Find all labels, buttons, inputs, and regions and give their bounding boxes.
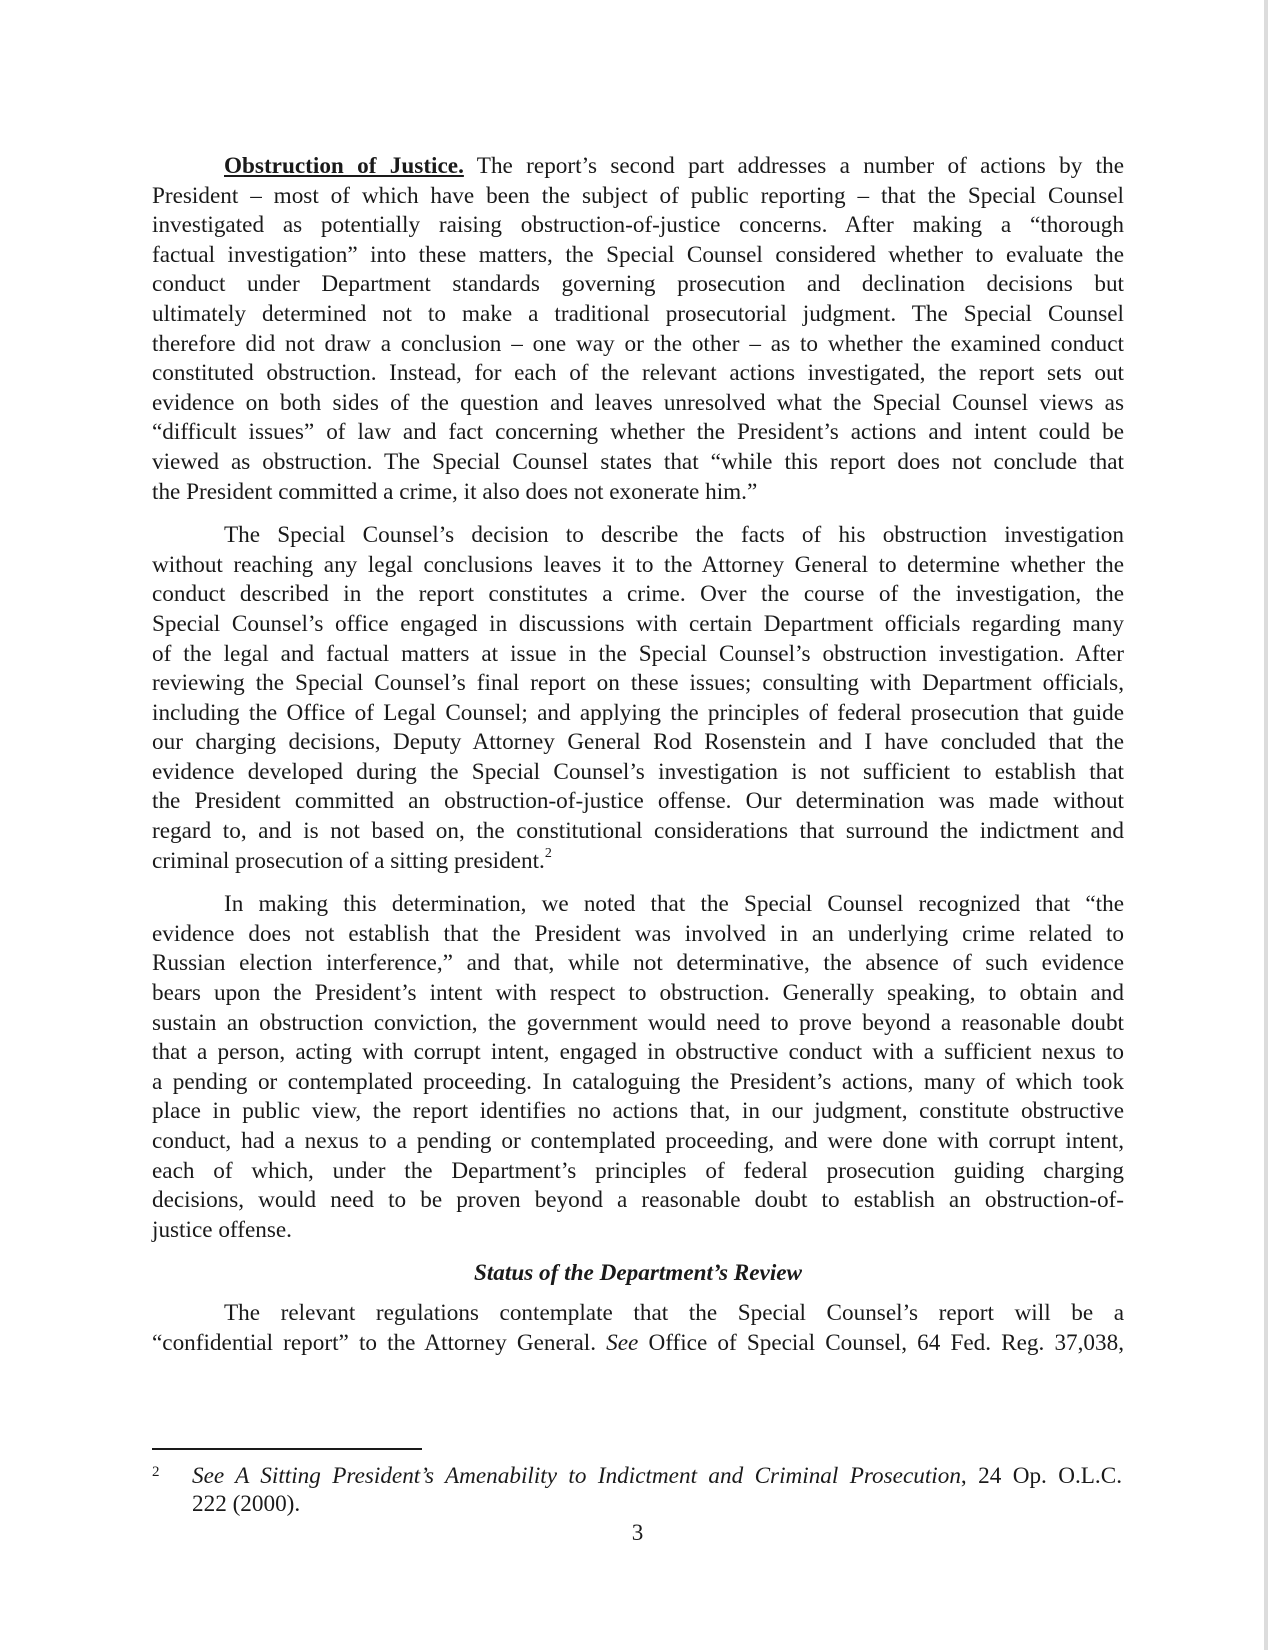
text-line: the President committed an obstruction-of-justice offense. Our determination was made without — [152, 788, 1124, 815]
text-line: “difficult issues” of law and fact concerning whether the President’s actions and intent could be — [152, 419, 1124, 446]
citation-title: A Sitting President’s Amenability to Indictment and Criminal Prosecution — [224, 1463, 961, 1489]
text-line: including the Office of Legal Counsel; and applying the principles of federal prosecution that guide — [152, 699, 1124, 726]
text-line: conduct under Department standards governing prosecution and declination decisions but — [152, 271, 1124, 298]
text-line: therefore did not draw a conclusion – one way or the other – as to whether the examined conduct — [152, 330, 1124, 357]
text-line: reviewing the Special Counsel’s final report on these issues; consulting with Department officials, — [152, 670, 1124, 697]
text-line: evidence developed during the Special Counsel’s investigation is not sufficient to establish that — [152, 758, 1124, 785]
text-line: place in public view, the report identifies no actions that, in our judgment, constitute obstructive — [152, 1098, 1124, 1125]
footnote-line: 222 (2000). — [192, 1491, 301, 1517]
citation-signal: See — [606, 1329, 639, 1356]
text-line: of the legal and factual matters at issue in the Special Counsel’s obstruction investigation. After — [152, 640, 1124, 667]
text-line: Special Counsel’s office engaged in discussions with certain Department officials regarding many — [152, 610, 1124, 637]
text-line: Obstruction of Justice. The report’s second part addresses a number of actions by the — [224, 153, 1125, 179]
run-in-heading: Obstruction of Justice. — [224, 153, 464, 179]
text-line: ultimately determined not to make a traditional prosecutorial judgment. The Special Counsel — [152, 300, 1124, 327]
text-line: “confidential report” to the Attorney General. See Office of Special Counsel, 64 Fed. Reg. 37,038, — [152, 1329, 1125, 1356]
text-line: criminal prosecution of a sitting president.$^2$ — [152, 845, 552, 874]
footnote-reference[interactable]: 2 — [544, 845, 552, 861]
paragraph-obstruction-of-justice — [152, 152, 1124, 507]
footnote — [152, 1462, 1122, 1518]
text-line: Russian election interference,” and that, while not determinative, the absence of such evidence — [152, 950, 1124, 977]
paragraph-decision — [152, 521, 1124, 876]
paragraph-regulations — [152, 1299, 1124, 1358]
text-line: that a person, acting with corrupt intent, engaged in obstructive conduct with a sufficient nexus to — [152, 1039, 1124, 1066]
scan-page-edge — [1264, 0, 1268, 1650]
footnote-line: See A Sitting President’s Amenability to Indictment and Criminal Prosecution, 24 Op. O.L.C. — [192, 1463, 1122, 1489]
text-line: a pending or contemplated proceeding. In cataloguing the President’s actions, many of which took — [152, 1068, 1124, 1095]
text-line: investigated as potentially raising obstruction-of-justice concerns. After making a “thorough — [152, 212, 1124, 239]
citation-signal: See — [192, 1463, 225, 1489]
text-line: sustain an obstruction conviction, the government would need to prove beyond a reasonable doubt — [152, 1009, 1124, 1036]
text-line: The relevant regulations contemplate that the Special Counsel’s report will be a — [224, 1299, 1124, 1326]
text-line: factual investigation” into these matters, the Special Counsel considered whether to evaluate the — [152, 241, 1124, 268]
text-line: viewed as obstruction. The Special Counsel states that “while this report does not conclude that — [152, 448, 1124, 475]
document-page — [152, 152, 1124, 1372]
text-line: President – most of which have been the subject of public reporting – that the Special Counsel — [152, 182, 1124, 209]
text-line: justice offense. — [152, 1216, 292, 1243]
text-line: conduct, had a nexus to a pending or contemplated proceeding, and were done with corrupt intent, — [152, 1128, 1124, 1154]
text-line: each of which, under the Department’s principles of federal prosecution guiding charging — [152, 1157, 1124, 1184]
text-line: constituted obstruction. Instead, for each of the relevant actions investigated, the report sets out — [152, 360, 1124, 387]
text-line: In making this determination, we noted that the Special Counsel recognized that “the — [224, 891, 1124, 918]
footnote-number: 2 — [152, 1464, 160, 1480]
section-heading: Status of the Department’s Review — [473, 1260, 803, 1287]
text-line: bears upon the President’s intent with respect to obstruction. Generally speaking, to obtain and — [152, 980, 1124, 1007]
page-number: 3 — [631, 1520, 644, 1546]
text-line: the President committed a crime, it also does not exonerate him.” — [152, 478, 758, 505]
text-line: without reaching any legal conclusions leaves it to the Attorney General to determine whether the — [152, 551, 1124, 578]
paragraph-determination — [152, 890, 1124, 1245]
text-line: conduct described in the report constitutes a crime. Over the course of the investigation, the — [152, 581, 1124, 608]
text-line: regard to, and is not based on, the constitutional considerations that surround the indictment and — [152, 818, 1124, 845]
text-line: The Special Counsel’s decision to describe the facts of his obstruction investigation — [224, 522, 1124, 549]
footnote-separator — [152, 1448, 422, 1450]
text-line: our charging decisions, Deputy Attorney General Rod Rosenstein and I have concluded that the — [152, 729, 1124, 756]
text-line: decisions, would need to be proven beyond a reasonable doubt to establish an obstruction-of- — [152, 1187, 1124, 1214]
text-line: evidence does not establish that the President was involved in an underlying crime related to — [152, 920, 1124, 947]
text-line: evidence on both sides of the question and leaves unresolved what the Special Counsel views as — [152, 389, 1124, 416]
